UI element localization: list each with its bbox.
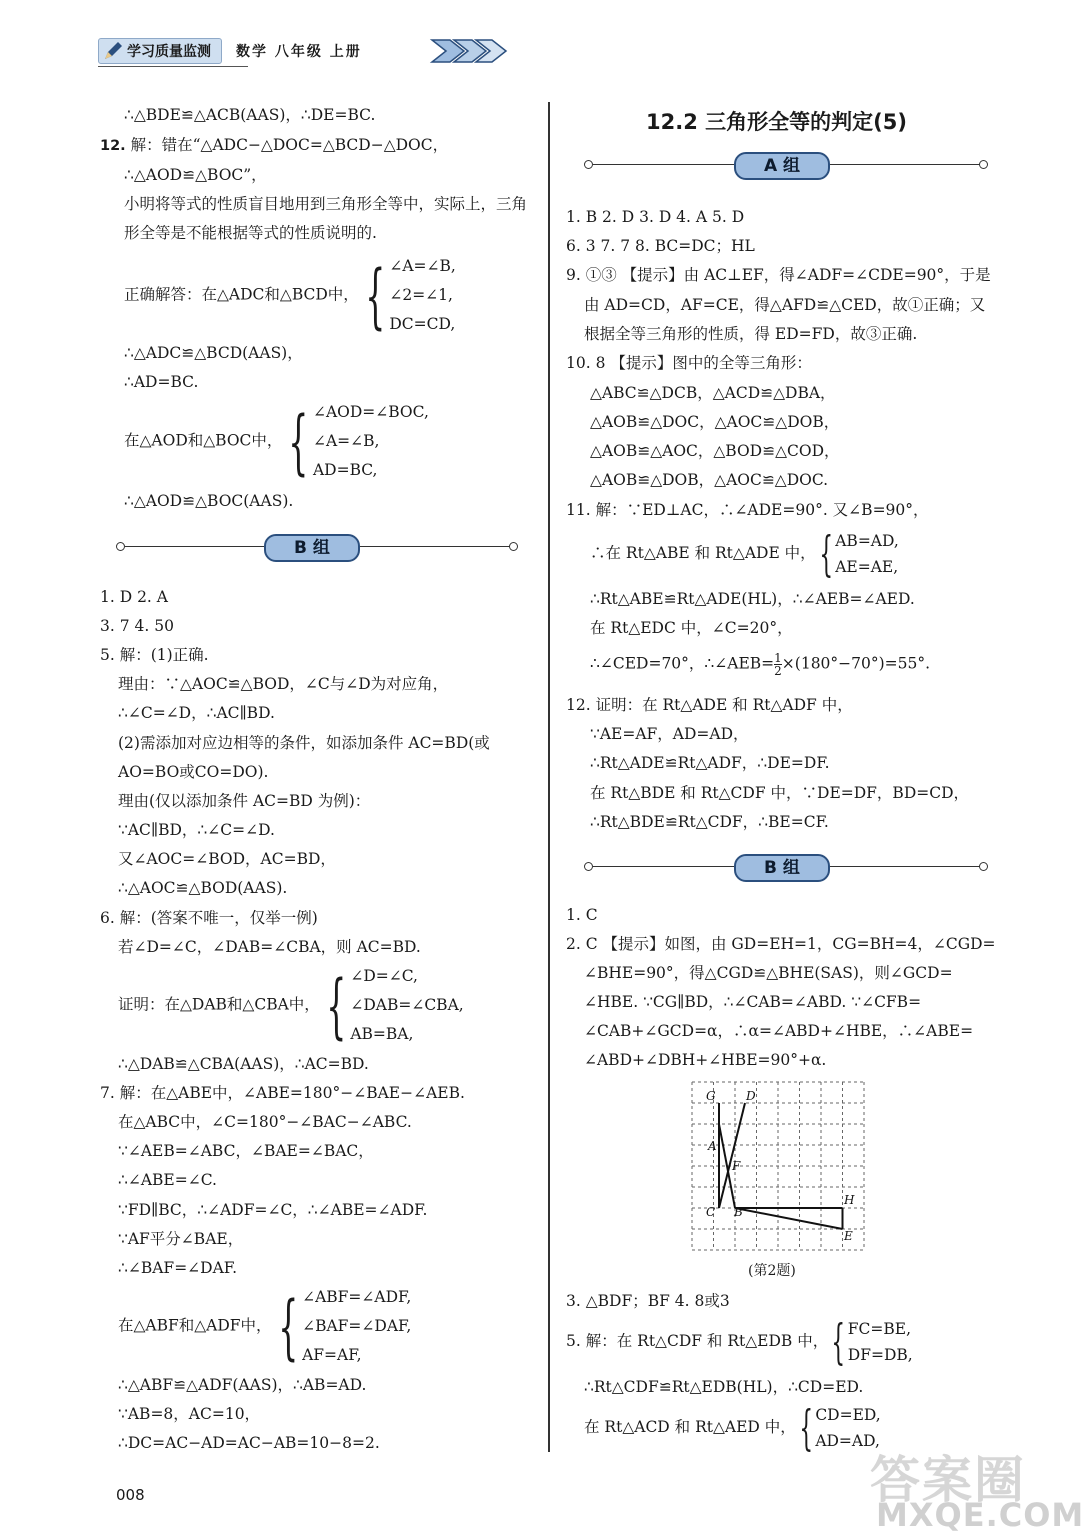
text-line: ∠BHE=90°，得△CGD≌△BHE(SAS)，则∠GCD= [584,964,953,982]
page-number: 008 [116,1486,145,1504]
text-line: ∵∠AEB=∠ABC，∠BAE=∠BAC， [118,1142,374,1160]
text-line: 6. 3 7. 7 8. BC=DC；HL [566,237,755,255]
text-line: 3. △BDF；BF 4. 8或3 [566,1292,730,1310]
text-line: 若∠D=∠C，∠DAB=∠CBA，则 AC=BD. [118,938,421,956]
group-a-banner: A 组 [584,152,986,178]
text-line: ∴△AOD≌△BOC(AAS). [124,492,294,510]
watermark-logo: 答案圈 [870,1451,1026,1509]
column-divider [548,102,550,1452]
text-line: 2. C 【提示】如图，由 GD=EH=1，CG=BH=4，∠CGD= [566,935,996,953]
text-line: ∴△DAB≌△CBA(AAS)，∴AC=BD. [118,1055,369,1073]
text-line: 12. 证明：在 Rt△ADE 和 Rt△ADF 中， [566,696,853,714]
text-line: 形全等是不能根据等式的性质说明的. [124,224,377,242]
text-line: ∵AB=8，AC=10， [118,1405,261,1423]
brace: { [819,526,833,582]
pen-icon [103,41,123,61]
text-line: 7. 解：在△ABE中，∠ABE=180°−∠BAE−∠AEB. [100,1084,465,1102]
text-line: ∴Rt△CDF≌Rt△EDB(HL)，∴CD=ED. [584,1378,864,1396]
text-line: ∠CAB+∠GCD=α，∴α=∠ABD+∠HBE，∴∠ABE= [584,1022,974,1040]
text-line: ∴△ABF≌△ADF(AAS)，∴AB=AD. [118,1376,367,1394]
label-g: G [706,1089,716,1103]
text-line: ∴△AOD≌△BOC”， [124,166,267,184]
text-line: ∴∠CED=70°，∴∠AEB= $\frac{1}{2}$ ×(180°−70°)=55°. [590,651,931,678]
text-line: 理由(仅以添加条件 AC=BD 为例)： [118,792,371,810]
text-line: ∴Rt△BDE≌Rt△CDF，∴BE=CF. [590,813,829,831]
group-b-banner-right: B 组 [584,854,986,880]
grid-lines [692,1082,864,1250]
group-b-banner-left: B 组 [116,534,516,560]
text-line: 在 Rt△EDC 中，∠C=20°， [590,619,793,637]
equation-system: 在△ABF和△ADF中， { ∠ABF=∠ADF, ∠BAF=∠DAF, AF=AF, [118,1285,412,1368]
text-line: 1. C [566,906,598,924]
text-line: 3. 7 4. 50 [100,617,174,635]
text-line: 在 Rt△BDE 和 Rt△CDF 中，∵DE=DF，BD=CD， [590,784,970,802]
text-line: AO=BO或CO=DO). [118,763,269,781]
header [98,38,362,64]
text-line: 11. 解：∵ED⊥AC，∴∠ADE=90°. 又∠B=90°， [566,501,929,519]
label-h: H [844,1193,855,1207]
text-line: ∵AF平分∠BAE， [118,1230,244,1248]
text-line: ∠ABD+∠DBH+∠HBE=90°+α. [584,1051,827,1069]
equation-system: 证明：在△DAB和△CBA中， { ∠D=∠C, ∠DAB=∠CBA, AB=BA, [118,964,464,1047]
text-line: 1. B 2. D 3. D 4. A 5. D [566,208,745,226]
equation-system: 5. 解：在 Rt△CDF 和 Rt△EDB 中， { FC=BE, DF=DB, [566,1314,913,1370]
text-line: △AOB≌△DOC，△AOC≌△DOB， [590,413,840,431]
header-subtitle: 数学 八年级 上册 [236,44,362,60]
watermark-url: MXQE.COM [876,1496,1084,1534]
text-line: (2)需添加对应边相等的条件，如添加条件 AC=BD(或 [118,734,490,752]
label-e: E [844,1229,853,1243]
brace: { [326,964,347,1047]
label-a: A [708,1139,717,1153]
brace: { [799,1400,813,1456]
text-line: ∵FD∥BC，∴∠ADF=∠C，∴∠ABE=∠ADF. [118,1201,428,1219]
chevron-arrows-icon [430,36,510,66]
grid-figure [688,1078,868,1254]
text-line: ∠HBE. ∵CG∥BD，∴∠CAB=∠ABD. ∵∠CFB= [584,993,922,1011]
equation-system: 在 Rt△ACD 和 Rt△AED 中， { CD=ED, AD=AD, [584,1400,881,1456]
text-line: 9. ①③ 【提示】由 AC⊥EF，得∠ADF=∠CDE=90°，于是 [566,266,991,284]
text-line: ∴Rt△ABE≌Rt△ADE(HL)，∴∠AEB=∠AED. [590,590,915,608]
text-line: △AOB≌△DOB，△AOC≌△DOC. [590,471,829,489]
text-line: ∴∠C=∠D，∴AC∥BD. [118,704,275,722]
brace: { [288,400,309,483]
text-line: 理由：∵△AOC≌△BOD，∠C与∠D为对应角， [118,675,449,693]
text-line: 1. D 2. A [100,588,168,606]
brace: { [831,1314,846,1370]
text-line: ∵AC∥BD，∴∠C=∠D. [118,821,275,839]
text-line: 5. 解：(1)正确. [100,646,209,664]
fraction: $\frac{1}{2}$ [774,651,782,678]
equation-system: ∴在 Rt△ABE 和 Rt△ADE 中， { AB=AD, AE=AE, [590,526,899,582]
text-line: ∴Rt△ADE≌Rt△ADF，∴DE=DF. [590,754,830,772]
label-c: C [706,1205,716,1219]
label-b: B [734,1205,743,1219]
text-line: ∴△AOC≌△BOD(AAS). [118,879,288,897]
text-line: △ABC≌△DCB，△ACD≌△DBA， [590,384,836,402]
brace: { [277,1285,298,1368]
text-line: △AOB≌△AOC，△BOD≌△COD， [590,442,840,460]
text-line: ∴△BDE≌△ACB(AAS)，∴DE=BC. [124,106,376,124]
label-f: F [732,1159,741,1173]
text-line: 6. 解：(答案不唯一，仅举一例) [100,909,318,927]
section-title: 12.2 三角形全等的判定(5) [646,110,907,134]
text-line: ∴∠ABE=∠C. [118,1171,217,1189]
text-line: 根据全等三角形的性质，得 ED=FD，故③正确. [584,325,918,343]
text-line: 又∠AOC=∠BOD，AC=BD， [118,850,336,868]
text-line: 小明将等式的性质盲目地用到三角形全等中，实际上，三角 [124,195,528,213]
text-line: ∵AE=AF，AD=AD， [590,725,749,743]
text-line: ∴△ADC≌△BCD(AAS)， [124,344,303,362]
header-rule [98,66,248,67]
text-line: 10. 8 【提示】图中的全等三角形： [566,354,812,372]
text-line: ∴AD=BC. [124,373,199,391]
text-line: 由 AD=CD，AF=CE，得△AFD≌△CED，故①正确；又 [584,296,986,314]
brace: { [365,254,386,337]
text-line: ∴DC=AC−AD=AC−AB=10−8=2. [118,1434,380,1452]
label-d: D [746,1089,756,1103]
text-line: 在△ABC中，∠C=180°−∠BAC−∠ABC. [118,1113,412,1131]
header-tag: 学习质量监测 [98,38,222,64]
figure-caption: (第2题) [748,1263,796,1279]
equation-system: 在△AOD和△BOC中， { ∠AOD=∠BOC, ∠A=∠B, AD=BC, [124,400,429,483]
text-line: 12. 解：错在“△ADC−△DOC=△BCD−△DOC， [100,136,449,154]
text-line: ∴∠BAF=∠DAF. [118,1259,238,1277]
equation-system: 正确解答：在△ADC和△BCD中， { ∠A=∠B, ∠2=∠1, DC=CD, [124,254,456,337]
